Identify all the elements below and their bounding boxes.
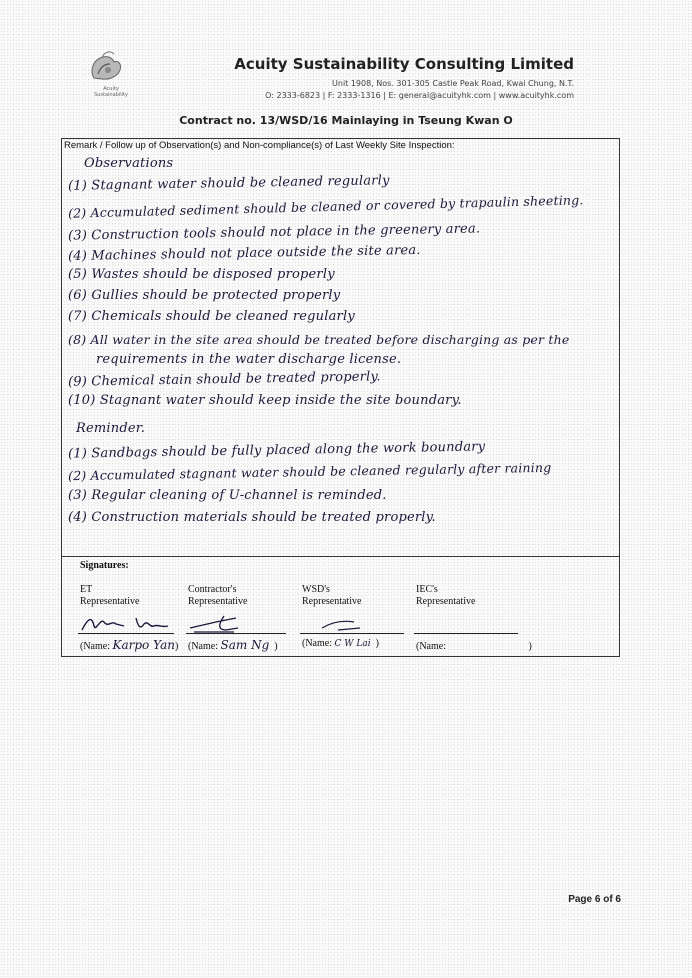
company-name: Acuity Sustainability Consulting Limited bbox=[234, 55, 574, 73]
reminder-item: (1) Sandbags should be fully placed along the work boundary bbox=[67, 439, 486, 462]
observation-item: (3) Construction tools should not place in the greenery area. bbox=[67, 221, 481, 244]
label-line: IEC's bbox=[416, 584, 438, 595]
reminder-item: (4) Construction materials should be treated properly. bbox=[68, 510, 436, 525]
contract-title: Contract no. 13/WSD/16 Mainlaying in Tseung Kwan O bbox=[179, 114, 513, 127]
label-line: ET bbox=[80, 584, 93, 595]
label-line: Representative bbox=[188, 596, 248, 607]
observation-item: (4) Machines should not place outside the site area. bbox=[67, 242, 421, 265]
name-close: ) bbox=[174, 641, 179, 652]
observation-item: (10) Stagnant water should keep inside the site boundary. bbox=[68, 393, 462, 408]
et-representative-label bbox=[80, 584, 139, 608]
observation-item: (6) Gullies should be protected properly bbox=[68, 288, 341, 303]
et-name-value: Karpo Yan bbox=[112, 638, 175, 652]
contractor-representative-label bbox=[188, 584, 247, 608]
label-line: Representative bbox=[416, 596, 476, 607]
signature-line bbox=[78, 633, 174, 634]
et-name-row bbox=[80, 638, 178, 652]
label-line: WSD's bbox=[302, 584, 330, 595]
signatures-title: Signatures: bbox=[80, 560, 129, 571]
label-line: Representative bbox=[80, 596, 140, 607]
wsd-name-value: C W Lai bbox=[334, 639, 371, 649]
wsd-representative-label bbox=[302, 584, 361, 608]
name-close: ) bbox=[528, 641, 532, 652]
wsd-signature bbox=[318, 614, 368, 634]
observation-item: (2) Accumulated sediment should be cleaned or covered by trapaulin sheeting. bbox=[67, 192, 584, 221]
name-label: (Name: bbox=[80, 641, 110, 652]
observation-item: (1) Stagnant water should be cleaned regularly bbox=[67, 173, 390, 194]
company-contact: O: 2333-6823 | F: 2333-1316 | E: general@acuityhk.com | www.acuityhk.com bbox=[265, 91, 574, 100]
signature-line bbox=[300, 633, 404, 634]
company-address: Unit 1908, Nos. 301-305 Castle Peak Road, Kwai Chung, N.T. bbox=[332, 79, 574, 88]
iec-name-row bbox=[416, 638, 532, 652]
name-close: ) bbox=[375, 638, 379, 649]
name-close: ) bbox=[274, 641, 278, 652]
name-label: (Name: bbox=[302, 638, 332, 649]
page-number: Page 6 of 6 bbox=[568, 894, 621, 905]
name-label: (Name: bbox=[416, 641, 446, 652]
observations-heading: Observations bbox=[84, 156, 174, 171]
contractor-name-value: Sam Ng bbox=[220, 638, 270, 652]
observation-item: (7) Chemicals should be cleaned regularly bbox=[68, 309, 355, 324]
observation-item: requirements in the water discharge license. bbox=[96, 352, 402, 367]
reminder-item: (3) Regular cleaning of U-channel is reminded. bbox=[68, 488, 387, 503]
iec-representative-label bbox=[416, 584, 475, 608]
label-line: Representative bbox=[302, 596, 362, 607]
signature-line bbox=[414, 633, 518, 634]
observation-item: (8) All water in the site area should be treated before discharging as per the bbox=[68, 332, 570, 347]
reminder-heading: Reminder. bbox=[76, 421, 146, 436]
contractor-name-row bbox=[188, 638, 278, 652]
signature-line bbox=[186, 633, 286, 634]
observation-item: (5) Wastes should be disposed properly bbox=[68, 267, 335, 282]
remark-header: Remark / Follow up of Observation(s) and Non-compliance(s) of Last Weekly Site Inspection: bbox=[64, 140, 455, 151]
name-label: (Name: bbox=[188, 641, 218, 652]
observation-item: (9) Chemical stain should be treated properly. bbox=[67, 369, 381, 390]
logo-text: Acuity Sustainability bbox=[94, 86, 128, 98]
label-line: Contractor's bbox=[188, 584, 237, 595]
wsd-name-row bbox=[302, 638, 379, 649]
reminder-item: (2) Accumulated stagnant water should be cleaned regularly after raining bbox=[67, 459, 552, 484]
